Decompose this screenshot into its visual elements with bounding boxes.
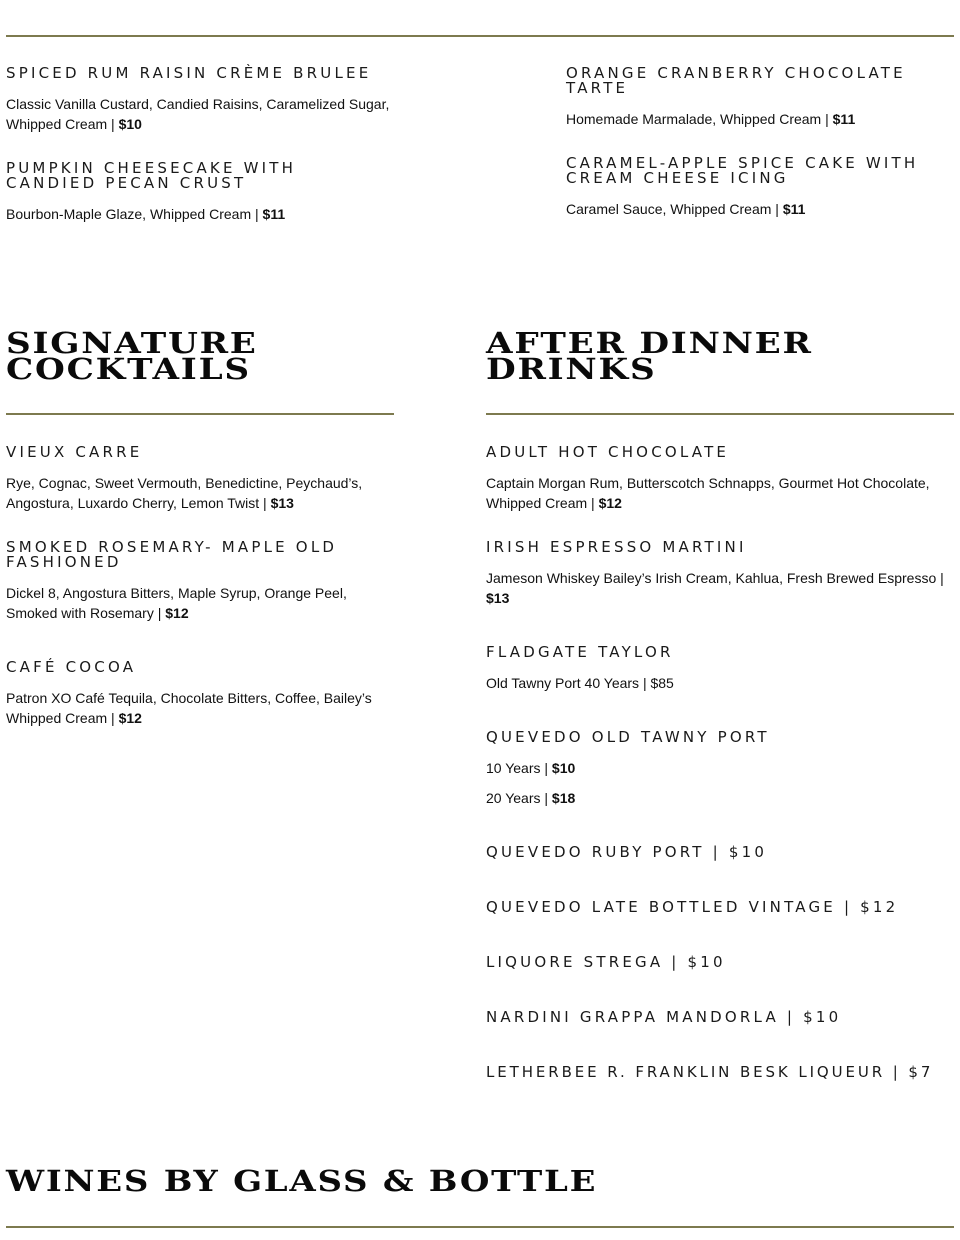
- drink-title: NARDINI GRAPPA MANDORLA | $10: [486, 1008, 842, 1026]
- after-dinner-heading-line1: AFTER DINNER: [486, 326, 813, 360]
- cocktails-divider: [6, 413, 394, 415]
- dessert-title: SPICED RUM RAISIN CRÈME BRULEE: [6, 64, 372, 82]
- drink-item: [486, 730, 951, 808]
- wines-divider: [6, 1226, 954, 1228]
- dessert-desc: Classic Vanilla Custard, Candied Raisins, Caramelized Sugar, Whipped Cream | $10: [6, 96, 390, 132]
- dessert-item: [6, 161, 366, 224]
- drink-title: FLADGATE TAYLOR: [486, 643, 674, 661]
- cocktails-heading: [6, 326, 258, 386]
- drink-desc: Captain Morgan Rum, Butterscotch Schnapps, Gourmet Hot Chocolate, Whipped Cream | $12: [486, 475, 930, 511]
- cocktail-desc: Dickel 8, Angostura Bitters, Maple Syrup, Orange Peel, Smoked with Rosemary | $12: [6, 585, 347, 621]
- after-dinner-heading-line2: DRINKS: [486, 352, 657, 386]
- dessert-item: [566, 156, 956, 219]
- cocktails-heading-line1: SIGNATURE: [6, 326, 258, 360]
- dessert-title: ORANGE CRANBERRY CHOCOLATE TARTE: [566, 64, 906, 97]
- cocktail-title: VIEUX CARRE: [6, 443, 143, 461]
- dessert-item: [566, 66, 946, 129]
- cocktail-desc: Rye, Cognac, Sweet Vermouth, Benedictine, Peychaud’s, Angostura, Luxardo Cherry, Lemon Twist | $13: [6, 475, 363, 511]
- after-dinner-heading: [486, 326, 813, 386]
- dessert-desc: Bourbon-Maple Glaze, Whipped Cream | $11: [6, 206, 286, 222]
- drink-title: QUEVEDO OLD TAWNY PORT: [486, 728, 770, 746]
- drink-title: ADULT HOT CHOCOLATE: [486, 443, 730, 461]
- drink-item: [486, 645, 951, 693]
- drink-option: 20 Years | $18: [486, 790, 576, 806]
- drink-title: QUEVEDO LATE BOTTLED VINTAGE | $12: [486, 898, 899, 916]
- drink-title: QUEVEDO RUBY PORT | $10: [486, 843, 768, 861]
- dessert-desc: Caramel Sauce, Whipped Cream | $11: [566, 201, 806, 217]
- drink-desc: Jameson Whiskey Bailey’s Irish Cream, Kahlua, Fresh Brewed Espresso | $13: [486, 570, 944, 606]
- drink-title: LETHERBEE R. FRANKLIN BESK LIQUEUR | $7: [486, 1063, 934, 1081]
- cocktail-desc: Patron XO Café Tequila, Chocolate Bitters, Coffee, Bailey’s Whipped Cream | $12: [6, 690, 372, 726]
- drink-desc: Old Tawny Port 40 Years | $85: [486, 675, 674, 691]
- top-divider: [6, 35, 954, 37]
- wines-heading: WINES BY GLASS & BOTTLE: [6, 1164, 598, 1198]
- drink-item: [486, 540, 951, 608]
- dessert-title: CARAMEL-APPLE SPICE CAKE WITH CREAM CHEESE ICING: [566, 154, 919, 187]
- after-dinner-divider: [486, 413, 954, 415]
- cocktail-title: CAFÉ COCOA: [6, 658, 137, 676]
- dessert-desc: Homemade Marmalade, Whipped Cream | $11: [566, 111, 856, 127]
- drink-option: 10 Years | $10: [486, 760, 576, 776]
- cocktail-item: [6, 540, 366, 623]
- cocktail-item: [6, 660, 391, 728]
- cocktail-item: [6, 445, 391, 513]
- drink-title: IRISH ESPRESSO MARTINI: [486, 538, 747, 556]
- dessert-item: [6, 66, 406, 134]
- cocktail-title: SMOKED ROSEMARY- MAPLE OLD FASHIONED: [6, 538, 338, 571]
- drink-title: LIQUORE STREGA | $10: [486, 953, 726, 971]
- drink-item: [486, 445, 951, 513]
- cocktails-heading-line2: COCKTAILS: [6, 352, 251, 386]
- dessert-title: PUMPKIN CHEESECAKE WITH CANDIED PECAN CRUST: [6, 159, 297, 192]
